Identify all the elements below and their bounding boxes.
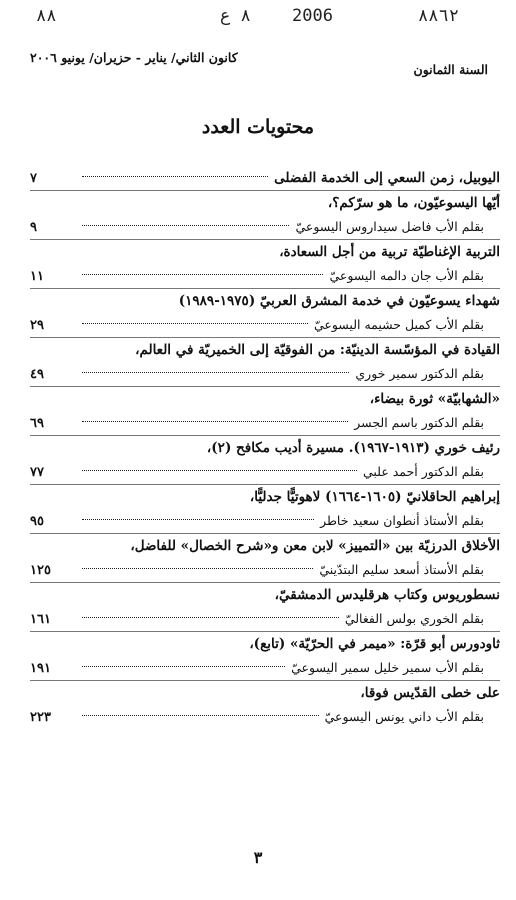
toc-entry-author: بقلم الأستاذ أنطوان سعيد خاطر: [320, 513, 484, 528]
toc-entry-page: ٧: [30, 171, 37, 186]
toc-entry-author: بقلم الأب كميل حشيمه اليسوعيّ: [313, 317, 484, 332]
toc-entry-title-row: [30, 681, 500, 705]
toc-entry-page: ١٢٥: [30, 563, 51, 578]
toc-entry-title-row: [30, 583, 500, 607]
issue-date: كانون الثاني/ يناير - حزيران/ يونيو ٢٠٠٦: [30, 50, 238, 65]
toc-entry-author-row: [30, 705, 500, 729]
toc-entry-title-row: [30, 166, 500, 190]
dot-leader: [82, 323, 308, 324]
toc-entry-author: بقلم الأب سمير خليل سمير اليسوعيّ: [291, 660, 484, 675]
toc-entry-title: القيادة في المؤسّسة الدينيّة: من الفوقيّة إلى الخميريّة في العالم،: [135, 342, 500, 358]
toc-entry-author: بقلم الأب داني يونس اليسوعيّ: [324, 709, 484, 724]
handwritten-annotations: [0, 2, 516, 34]
toc-entry-page: ٩٥: [30, 514, 44, 529]
toc-entry-author-row: [30, 607, 500, 631]
dot-leader: [82, 715, 319, 716]
toc-entry-author-row: [30, 460, 500, 484]
table-of-contents: [30, 166, 500, 729]
dot-leader: [82, 421, 348, 422]
toc-entry-title-row: [30, 289, 500, 313]
toc-entry-title-row: [30, 191, 500, 215]
toc-entry-author-row: [30, 215, 500, 239]
toc-entry-page: ٢٩: [30, 318, 44, 333]
toc-entry-author-row: [30, 362, 500, 386]
toc-entry-author: بقلم الدكتور أحمد علبي: [362, 464, 484, 479]
toc-entry-title: على خطى القدّيس فوقا،: [360, 685, 500, 701]
toc-entry-page: ٧٧: [30, 465, 44, 480]
toc-entry-title: «الشهابيّة» ثورة بيضاء،: [369, 391, 500, 407]
toc-entry-title: نسطوريوس وكتاب هرقليدس الدمشقيّ،: [274, 587, 500, 603]
dot-leader: [82, 666, 285, 667]
toc-entry-title-row: [30, 387, 500, 411]
dot-leader: [82, 372, 349, 373]
toc-entry-title: التربية الإغناطيّة تربية من أجل السعادة،: [279, 244, 500, 260]
dot-leader: [82, 617, 339, 618]
toc-entry-author-row: [30, 313, 500, 337]
toc-entry-page: ٢٢٣: [30, 710, 51, 725]
dot-leader: [82, 519, 314, 520]
toc-entry-title: ثاودورس أبو قرّة: «ميمر في الحرّيّة» (تابع)،: [249, 636, 500, 652]
toc-entry-title: الأخلاق الدرزيّة بين «التمييز» لابن معن و«شرح الخصال» للفاضل،: [130, 538, 500, 554]
dot-leader: [82, 225, 289, 226]
toc-entry-page: ٦٩: [30, 416, 44, 431]
toc-entry-title-row: [30, 632, 500, 656]
toc-title: محتويات العدد: [201, 116, 315, 138]
toc-entry-title-row: [30, 485, 500, 509]
handwritten-note-year: 2006: [292, 6, 333, 26]
toc-entry-title: إبراهيم الحاقلانيّ (١٦٠٥-١٦٦٤) لاهوتيًّا جدليًّا،: [249, 489, 500, 505]
toc-entry-page: ١١: [30, 269, 44, 284]
toc-entry-title: شهداء يسوعيّون في خدمة المشرق العربيّ (١٩٧٥-١٩٨٩): [178, 293, 500, 309]
dot-leader: [82, 176, 268, 177]
toc-entry-author-row: [30, 509, 500, 533]
toc-entry-page: ١٩١: [30, 661, 51, 676]
toc-entry-title-row: [30, 534, 500, 558]
dot-leader: [82, 470, 357, 471]
toc-entry-page: ١٦١: [30, 612, 51, 627]
page-number: ٣: [253, 848, 263, 867]
toc-entry-page: ٤٩: [30, 367, 44, 382]
toc-entry-page: ٩: [30, 220, 37, 235]
toc-entry-author-row: [30, 264, 500, 288]
toc-entry-author-row: [30, 558, 500, 582]
toc-entry-title: رئيف خوري (١٩١٣-١٩٦٧). مسيرة أديب مكافح (٢)،: [206, 440, 500, 456]
toc-entry-title-row: [30, 240, 500, 264]
dot-leader: [82, 274, 323, 275]
toc-entry-author: بقلم الأب فاضل سيداروس اليسوعيّ: [295, 219, 484, 234]
toc-entry-title: اليوبيل، زمن السعي إلى الخدمة الفضلى: [274, 170, 500, 186]
toc-entry-title-row: [30, 338, 500, 362]
handwritten-note-right: ٨٨٦٢: [418, 6, 459, 26]
toc-entry-title-row: [30, 436, 500, 460]
toc-entry-author: بقلم الخوري بولس الفغاليّ: [344, 611, 484, 626]
handwritten-note-left: ٨٨: [36, 6, 57, 26]
toc-entry-author: بقلم الأستاذ أسعد سليم البتدّينيّ: [319, 562, 484, 577]
toc-entry-author: بقلم الدكتور باسم الجسر: [354, 415, 484, 430]
volume-label: السنة الثمانون: [413, 62, 488, 77]
toc-entry-author-row: [30, 411, 500, 435]
handwritten-note-issue: ٨ ع: [220, 6, 251, 26]
toc-entry-author: بقلم الدكتور سمير خوري: [355, 366, 484, 381]
toc-entry-title: أيّها اليسوعيّون، ما هو سرّكم؟،: [327, 195, 500, 211]
toc-entry-author: بقلم الأب جان دالمه اليسوعيّ: [329, 268, 484, 283]
dot-leader: [82, 568, 313, 569]
toc-entry-author-row: [30, 656, 500, 680]
